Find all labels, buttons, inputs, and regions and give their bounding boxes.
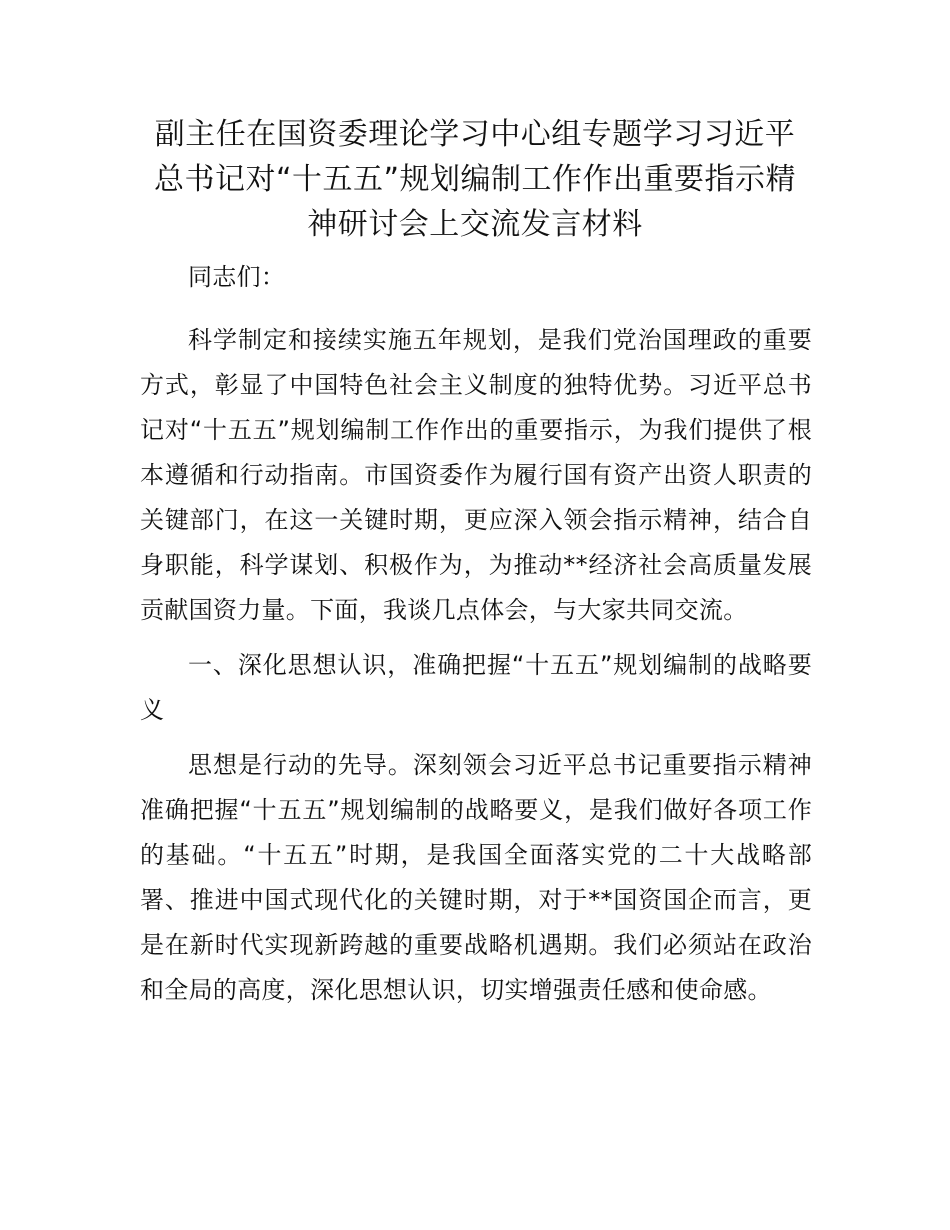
salutation: 同志们： [188,263,286,291]
section-paragraph: 思想是行动的先导。深刻领会习近平总书记重要指示精神准确把握“十五五”规划编制的战略要义，是我们做好各项工作的基础。“十五五”时期，是我国全面落实党的二十大战略部署、推进中国式现代化的关键时期，对于**国资国企而言，更是在新时代实现新跨越的重要战略机遇期。我们必须站在政治和全局的高度，深化思想认识，切实增强责任感和使命感。 [140,751,812,1004]
document-title: 副主任在国资委理论学习中心组专题学习习近平总书记对“十五五”规划编制工作作出重要指示精神研讨会上交流发言材料 [153,117,797,242]
section-heading: 一、深化思想认识，准确把握“十五五”规划编制的战略要义 [140,651,812,724]
document-body [140,255,812,1023]
intro-paragraph: 科学制定和接续实施五年规划，是我们党治国理政的重要方式，彰显了中国特色社会主义制度的独特优势。习近平总书记对“十五五”规划编制工作作出的重要指示，为我们提供了根本遵循和行动指南。市国资委作为履行国有资产出资人职责的关键部门，在这一关键时期，更应深入领会指示精神，结合自身职能，科学谋划、积极作为，为推动**经济社会高质量发展贡献国资力量。下面，我谈几点体会，与大家共同交流。 [140,326,812,624]
